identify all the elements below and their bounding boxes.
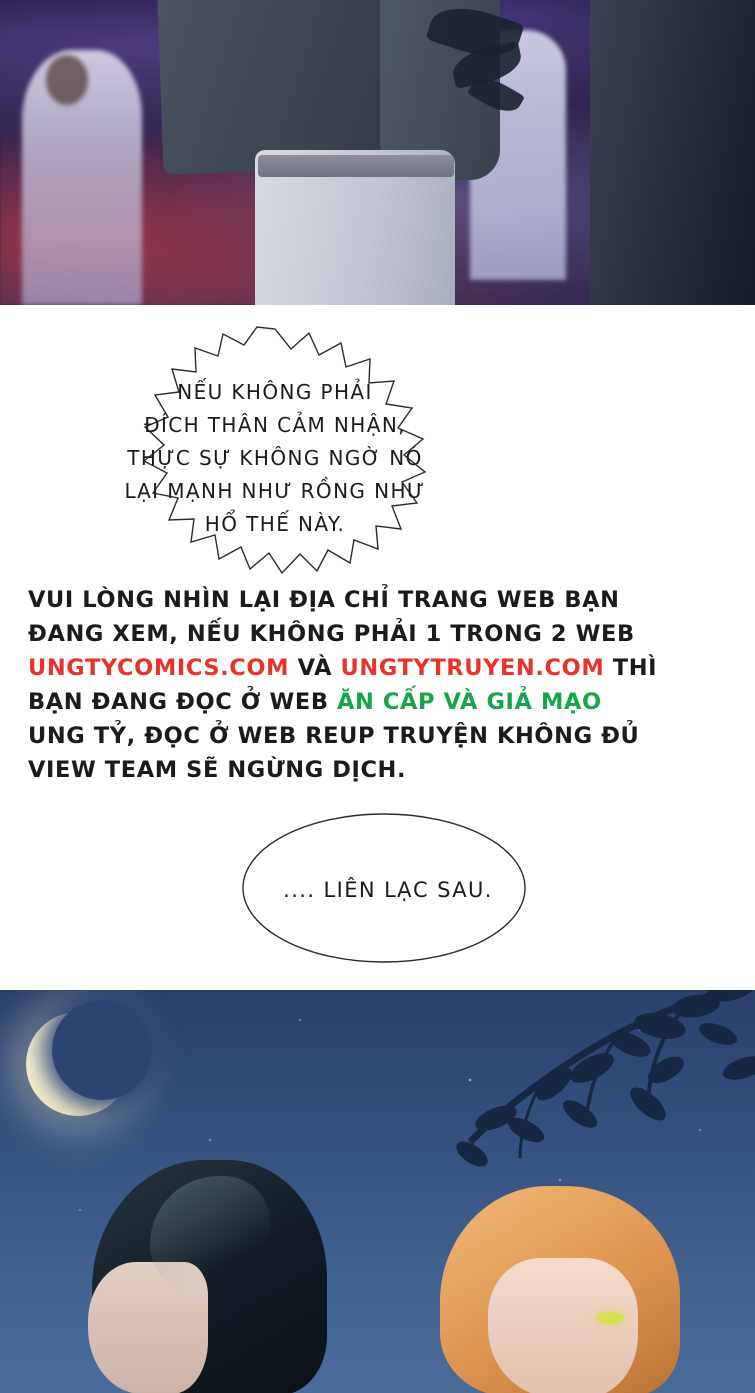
notice-line-5: UNG TỶ, ĐỌC Ở WEB REUP TRUYỆN KHÔNG ĐỦ bbox=[28, 723, 640, 749]
panel-text-area bbox=[0, 305, 755, 990]
notice-line-1: VUI LÒNG NHÌN LẠI ĐỊA CHỈ TRANG WEB BẠN bbox=[28, 587, 620, 613]
speech-bubble-spiky bbox=[60, 323, 490, 593]
character-blond-face bbox=[488, 1258, 638, 1393]
bubble-line-1: NẾU KHÔNG PHẢI bbox=[177, 379, 373, 404]
translator-notice bbox=[28, 583, 728, 787]
panel-top-illustration bbox=[0, 0, 755, 305]
notice-line-3 bbox=[28, 651, 728, 685]
character-belt bbox=[258, 155, 454, 177]
notice-highlight: ĂN CẤP VÀ GIẢ MẠO bbox=[337, 689, 602, 715]
notice-line-4-head: BẠN ĐANG ĐỌC Ở WEB bbox=[28, 689, 329, 715]
bubble-line-4: LẠI MẠNH NHƯ RỒNG NHƯ bbox=[124, 478, 426, 503]
bubble-line-2: ĐÍCH THÂN CẢM NHẬN, bbox=[144, 412, 406, 437]
notice-line-2: ĐANG XEM, NẾU KHÔNG PHẢI 1 TRONG 2 WEB bbox=[28, 621, 635, 647]
bubble-line-3: THỰC SỰ KHÔNG NGỜ NÓ bbox=[127, 445, 423, 470]
notice-line-4 bbox=[28, 685, 728, 719]
notice-conjunction: VÀ bbox=[297, 655, 333, 681]
site-ungtytruyen: UNGTYTRUYEN.COM bbox=[340, 655, 605, 681]
notice-line-3-tail: THÌ bbox=[612, 655, 658, 681]
dark-pillar bbox=[590, 0, 755, 305]
speech-bubble-oval-text: .... LIÊN LẠC SAU. bbox=[283, 878, 493, 902]
panel-bottom-illustration bbox=[0, 990, 755, 1393]
bubble-line-5: HỔ THẾ NÀY. bbox=[204, 511, 346, 536]
speech-bubble-oval bbox=[238, 810, 538, 985]
notice-line-6: VIEW TEAM SẼ NGỪNG DỊCH. bbox=[28, 757, 407, 783]
moon-crescent-mask bbox=[52, 1000, 152, 1100]
site-ungtycomics: UNGTYCOMICS.COM bbox=[28, 655, 290, 681]
character-blond-eye bbox=[596, 1312, 624, 1324]
background-figure-left-head bbox=[46, 55, 88, 105]
speech-bubble-spiky-text bbox=[60, 323, 490, 593]
